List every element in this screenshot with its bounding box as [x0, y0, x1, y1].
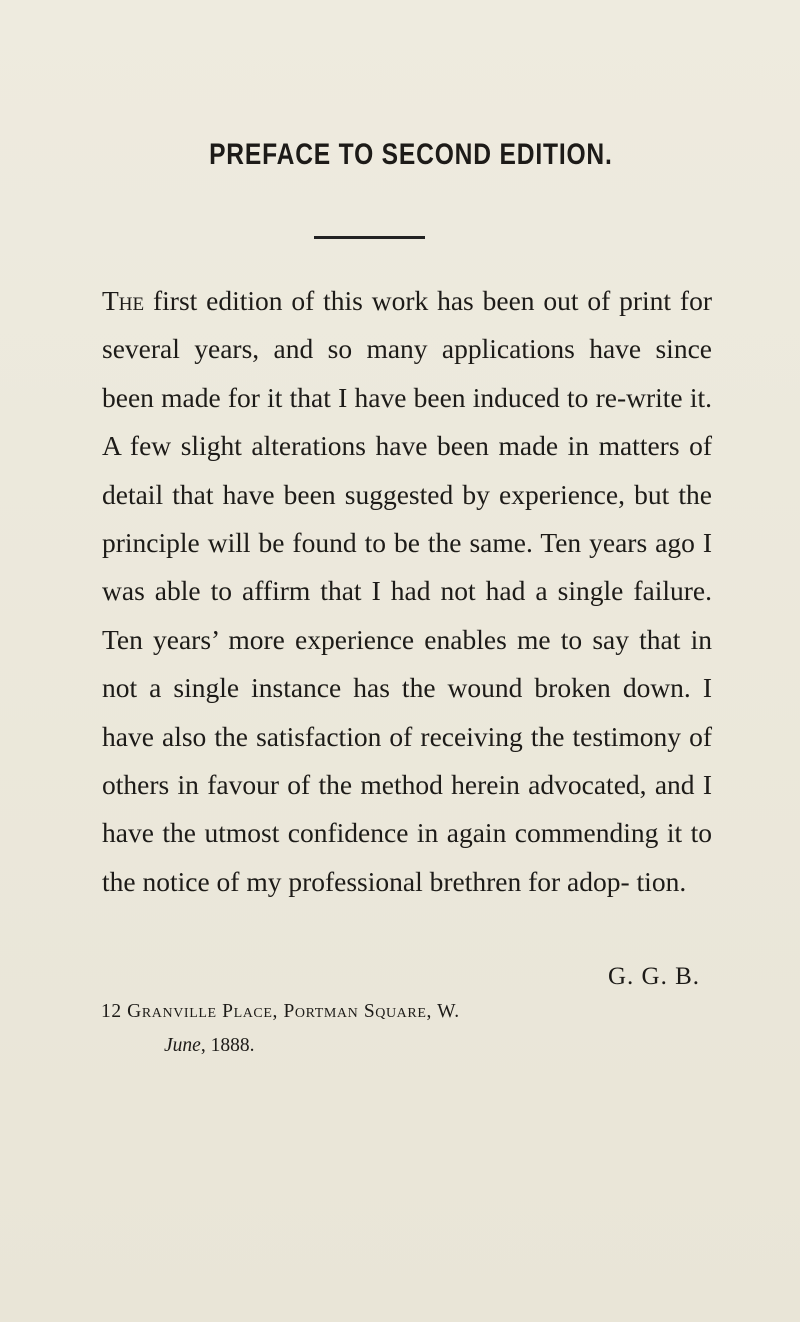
opening-word: The: [102, 285, 145, 316]
title-rule: [314, 236, 425, 239]
preface-paragraph: [102, 277, 712, 906]
preface-body: first edition of this work has been out of print for several years, and so many applications have since been made for it that I have been induced to re-write it. A few slight alterations have been made in matters of detail that have been suggested by experience, but the principle will be found to be the same. Ten years ago I was able to affirm that I had not had a single failure. Ten years’ more experience enables me to say that in not a single instance has the wound broken down. I have also the satisfaction of receiving the testimony of others in favour of the method herein advocated, and I have the utmost confidence in again commending it to the notice of my professional brethren for adop- tion.: [102, 285, 712, 897]
date-year: , 1888.: [200, 1035, 255, 1056]
date-month: June: [164, 1035, 201, 1056]
author-address: 12 Granville Place, Portman Square, W.: [101, 1001, 460, 1022]
preface-date: [164, 1035, 254, 1057]
page-title: PREFACE TO SECOND EDITION.: [209, 138, 613, 171]
author-initials: G. G. B.: [608, 963, 701, 990]
